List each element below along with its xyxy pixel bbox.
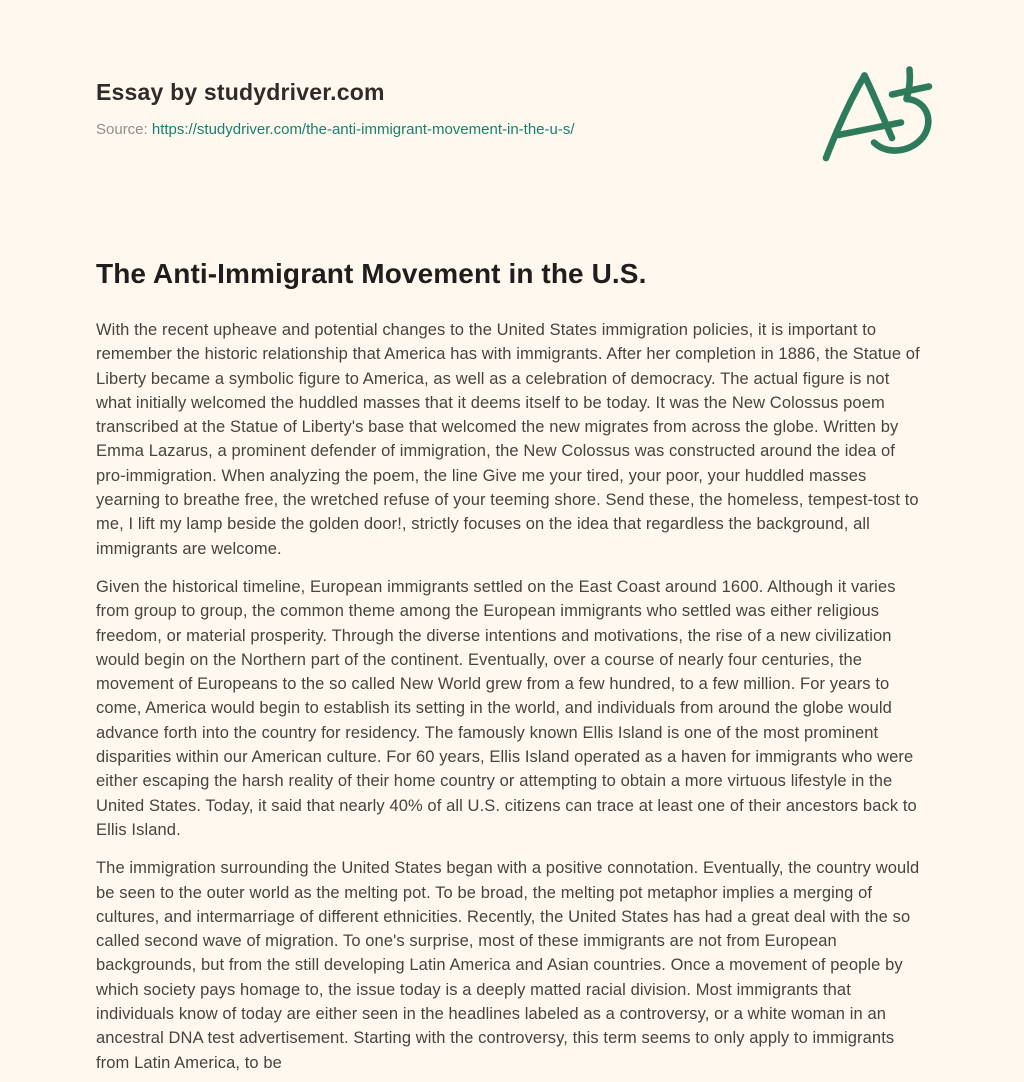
essay-paragraph-2: Given the historical timeline, European immigrants settled on the East Coast around 1600. Although it varies from group to group, the common theme among the European immigrants who settled was either religious freedom, or material prosperity. Through the diverse intentions and motivations, the rise of a new civilization would begin on the Northern part of the continent. Eventually, over a course of nearly four centuries, the movement of Europeans to the so called New World grew from a few hundred, to a few million. For years to come, America would begin to establish its setting in the world, and individuals from around the globe would advance forth into the country for residency. The famously known Ellis Island is one of the most prominent disparities within our American culture. For 60 years, Ellis Island operated as a haven for immigrants who were either escaping the harsh reality of their home country or attempting to obtain a more virtuous lifestyle in the United States. Today, it said that nearly 40% of all U.S. citizens can trace at least one of their ancestors back to Ellis Island. (96, 577, 917, 839)
document-body (96, 318, 928, 1075)
essay-by-heading: Essay by studydriver.com (96, 79, 385, 105)
studydriver-a-plus-logo-icon (818, 62, 944, 164)
essay-paragraph-1: With the recent upheave and potential changes to the United States immigration policies, it is important to remember the historic relationship that America has with immigrants. After her completion in 1886, the Statue of Liberty became a symbolic figure to America, as well as a celebration of democracy. The actual figure is not what initially welcomed the huddled masses that it deems itself to be today. It was the New Colossus poem transcribed at the Statue of Liberty's base that welcomed the new migrates from across the globe. Written by Emma Lazarus, a prominent defender of immigration, the New Colossus was constructed around the idea of pro-immigration. When analyzing the poem, the line Give me your tired, your poor, your huddled masses yearning to breathe free, the wretched refuse of your teeming shore. Send these, the homeless, tempest-tost to me, I lift my lamp beside the golden door!, strictly focuses on the idea that regardless the background, all immigrants are welcome. (96, 321, 920, 558)
source-line (96, 120, 928, 140)
essay-paragraph-3: The immigration surrounding the United States began with a positive connotation. Eventually, the country would be seen to the outer world as the melting pot. To be broad, the melting pot metaphor implies a merging of cultures, and intermarriage of different ethnicities. Recently, the United States has had a great deal with the so called second wave of migration. To one's surprise, most of these immigrants are not from European backgrounds, but from the still developing Latin America and Asian countries. Once a movement of people by which society pays homage to, the issue today is a deeply matted racial division. Most immigrants that individuals know of today are either seen in the headlines labeled as a controversy, or a white woman in an ancestral DNA test advertisement. Starting with the controversy, this term seems to only apply to immigrants from Latin America, to be (96, 859, 920, 1072)
document-title: The Anti-Immigrant Movement in the U.S. (96, 258, 647, 289)
source-url-link[interactable]: https://studydriver.com/the-anti-immigrant-movement-in-the-u-s/ (151, 121, 575, 138)
source-label: Source: (96, 121, 148, 138)
